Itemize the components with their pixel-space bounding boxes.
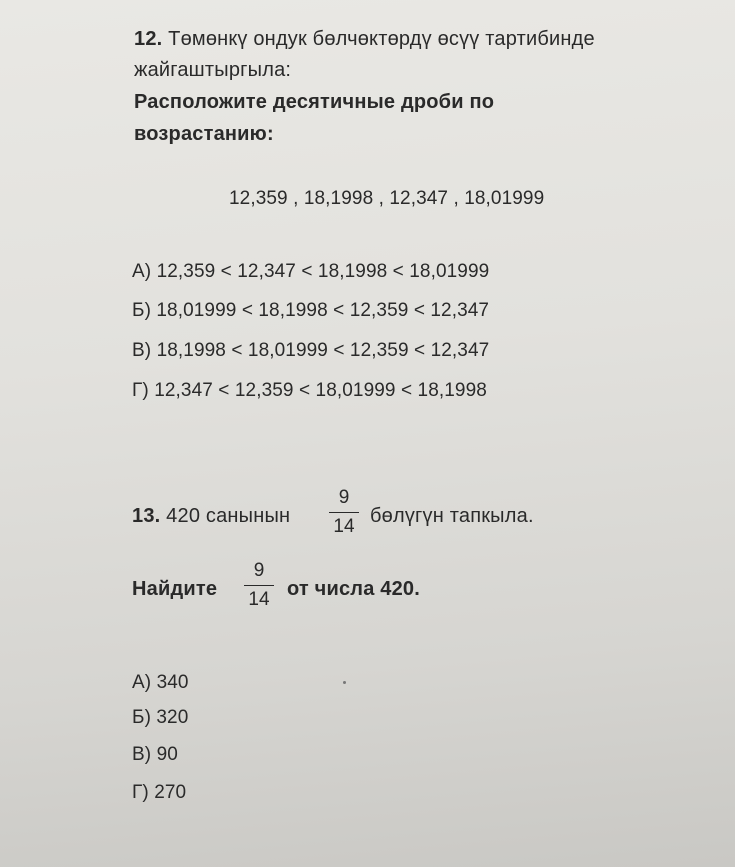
q12-option-b [132,300,489,322]
q13-option-d-label: Г) [132,782,149,803]
q13-option-b-label: Б) [132,707,151,728]
q13-russian-after: от числа 420. [287,578,421,600]
q13-option-c [132,744,178,766]
q12-russian-line1: Расположите десятичные дроби по [134,91,495,113]
q13-fraction-numerator-ru: 9 [253,560,265,581]
q12-option-a [132,261,489,283]
q13-number: 13. [132,505,161,527]
q12-option-b-text: 18,01999 < 18,1998 < 12,359 < 12,347 [156,300,490,321]
q13-option-d [132,782,186,804]
q13-option-a-label: А) [132,672,152,693]
q13-option-b-text: 320 [156,707,189,728]
q13-option-b [132,707,188,729]
q12-option-d-text: 12,347 < 12,359 < 18,01999 < 18,1998 [154,380,487,401]
q12-option-c [132,340,489,362]
q12-option-a-label: А) [132,261,152,282]
q13-fraction-numerator: 9 [338,487,350,508]
q13-kyrgyz-after: бөлүгүн тапкыла. [370,505,534,527]
q13-fraction-denominator-ru: 14 [248,589,270,610]
q12-option-c-label: В) [132,340,152,361]
q13-option-a [132,672,189,694]
q12-kyrgyz-line1 [134,28,595,51]
q13-option-a-text: 340 [156,672,189,693]
paper-speck [343,681,346,684]
q12-option-a-text: 12,359 < 12,347 < 18,1998 < 18,01999 [156,261,490,282]
q12-option-b-label: Б) [132,300,151,321]
q13-kyrgyz-before [132,505,290,528]
q13-option-c-text: 90 [156,744,178,765]
q13-russian-before: Найдите [132,578,218,600]
q12-option-d-label: Г) [132,380,149,401]
q12-kyrgyz-line2: жайгаштыргыла: [134,59,292,81]
q12-number-list: 12,359 , 18,1998 , 12,347 , 18,01999 [229,188,545,209]
q13-fraction-kyrgyz [327,487,361,538]
q13-fraction-denominator: 14 [333,516,355,537]
q12-option-d [132,380,487,402]
q12-number: 12. [134,28,163,50]
q13-kyrgyz-before-text: 420 санынын [166,505,291,527]
q13-option-c-label: В) [132,744,152,765]
q13-fraction-russian [242,560,276,611]
q12-kyrgyz-text-1: Төмөнкү ондук бөлчөктөрдү өсүү тартибинде [168,28,595,50]
q12-russian-line2: возрастанию: [134,123,274,145]
q13-fraction-bar-ru [244,585,274,586]
q12-option-c-text: 18,1998 < 18,01999 < 12,359 < 12,347 [156,340,490,361]
q13-fraction-bar [329,512,359,513]
q13-option-d-text: 270 [154,782,187,803]
